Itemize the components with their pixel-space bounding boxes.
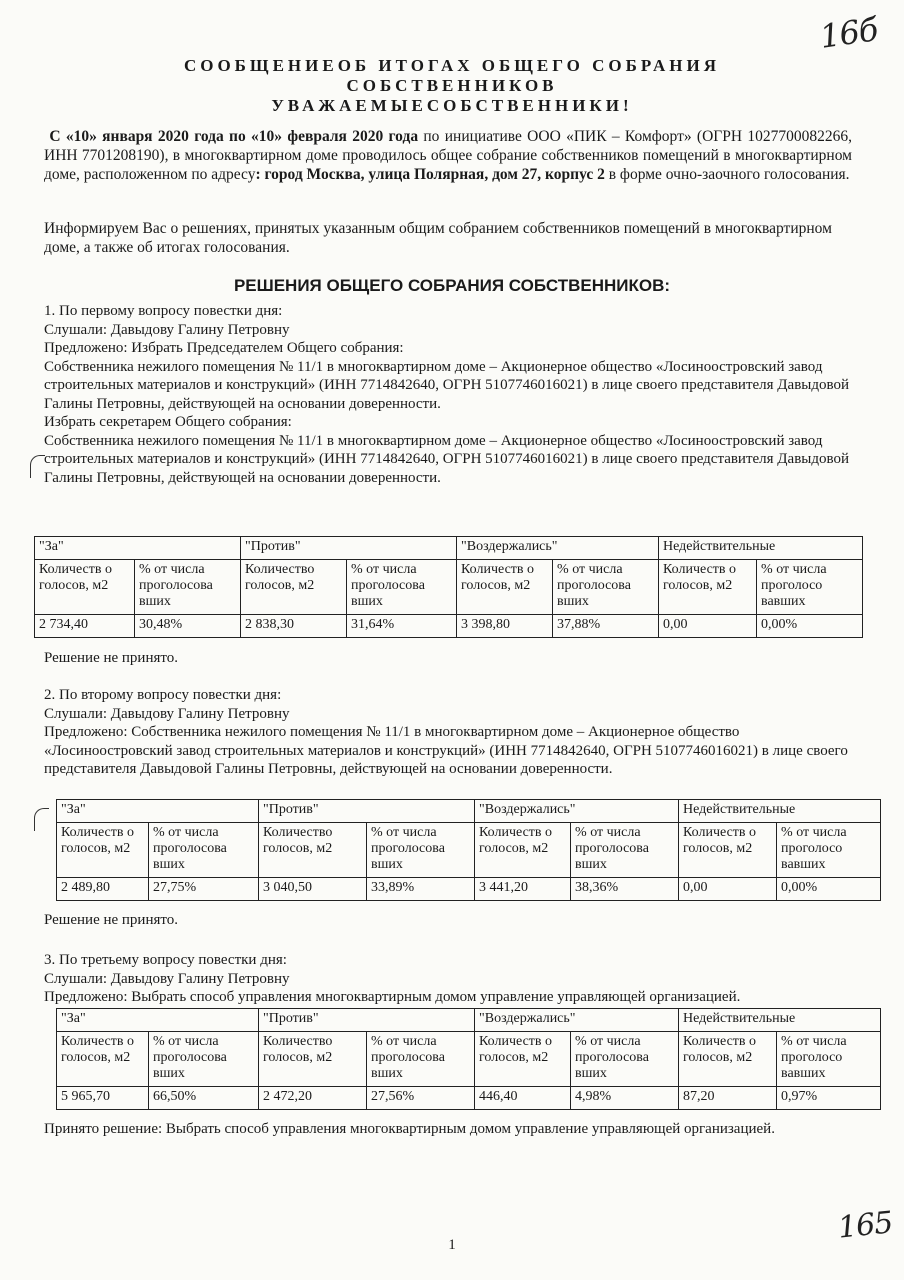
subheader-cell: Количеств о голосов, м2: [679, 1032, 777, 1087]
question-1-text: [44, 302, 852, 487]
value-cell: 27,56%: [367, 1087, 475, 1110]
table-header-row: [35, 537, 863, 560]
header-nedeistvitelnye: Недействительные: [679, 800, 881, 823]
value-cell: 66,50%: [149, 1087, 259, 1110]
subheader-cell: % от числа проголосова вших: [347, 560, 457, 615]
value-cell: 4,98%: [571, 1087, 679, 1110]
question-3-line: Предложено: Выбрать способ управления многоквартирным домом управление управляющей организацией.: [44, 989, 741, 1005]
question-1-line: Слушали: Давыдову Галину Петровну: [44, 321, 290, 338]
header-vozderzhalis: "Воздержались": [475, 1009, 679, 1032]
table-header-row: [57, 800, 881, 823]
subheader-cell: % от числа проголосова вших: [571, 823, 679, 878]
question-1-line: Предложено: Избрать Председателем Общего собрания:: [44, 340, 404, 356]
page-number: 1: [448, 1237, 456, 1253]
value-cell: 30,48%: [135, 615, 241, 638]
value-cell: 2 489,80: [57, 878, 149, 901]
header-vozderzhalis: "Воздержались": [457, 537, 659, 560]
subheader-cell: Количеств о голосов, м2: [659, 560, 757, 615]
subheader-cell: % от числа проголосо вавших: [777, 823, 881, 878]
table-header-row: [57, 1009, 881, 1032]
subheader-cell: % от числа проголосова вших: [149, 1032, 259, 1087]
header-nedeistvitelnye: Недействительные: [659, 537, 863, 560]
subheader-cell: % от числа проголосо вавших: [757, 560, 863, 615]
header-za: "За": [57, 1009, 259, 1032]
meeting-dates: С «10» января 2020 года по «10» февраля 2020 года: [49, 128, 419, 145]
header-protiv: "Против": [259, 800, 475, 823]
header-protiv: "Против": [241, 537, 457, 560]
question-3-votes-table: [56, 1008, 881, 1110]
question-2-line: 2. По второму вопросу повестки дня:: [44, 687, 282, 703]
subheader-cell: Количество голосов, м2: [259, 823, 367, 878]
table-row: [35, 615, 863, 638]
question-1-line: Собственника нежилого помещения № 11/1 в многоквартирном доме – Акционерное общество «Лосиноостровский завод строительных материалов и конструкций» (ИНН 7714842640, ОГРН 5107746016021) в лице своего представителя Давыдовой Галины Петровны, действующей на основании доверенности.: [44, 358, 849, 412]
value-cell: 2 734,40: [35, 615, 135, 638]
question-2-line: Предложено: Собственника нежилого помещения № 11/1 в многоквартирном доме – Акционерное общество «Лосиноостровский завод строительных материалов и конструкций» (ИНН 7714842640, ОГРН 5107746016021) в лице своего представителя Давыдовой Галины Петровны, действующей на основании доверенности.: [44, 724, 848, 777]
subheader-cell: % от числа проголосова вших: [135, 560, 241, 615]
inform-paragraph: Информируем Вас о решениях, принятых указанным общим собранием собственников помещений в многоквартирном доме, а также об итогах голосования.: [44, 220, 832, 256]
handwritten-page-mark-top: 16б: [817, 10, 880, 56]
question-1-result: Решение не принято.: [44, 650, 178, 666]
question-1-votes-table: [34, 536, 863, 638]
question-3-text: [44, 951, 852, 1007]
value-cell: 3 441,20: [475, 878, 571, 901]
question-2-text: [44, 686, 852, 779]
value-cell: 38,36%: [571, 878, 679, 901]
value-cell: 27,75%: [149, 878, 259, 901]
subheader-cell: Количеств о голосов, м2: [57, 1032, 149, 1087]
handwritten-page-mark-bottom: 165: [836, 1205, 894, 1246]
subheader-cell: % от числа проголосова вших: [367, 1032, 475, 1087]
intro-text-part-1: по инициативе ООО «ПИК – Комфорт» (ОГРН 1027700082266, ИНН 7701208190), в многоквартирном доме проводилось общее собрание собственников помещений в многоквартирном доме, расположенном по адресу: [44, 128, 852, 183]
header-za: "За": [57, 800, 259, 823]
question-2-line: Слушали: Давыдову Галину Петровну: [44, 705, 290, 722]
table-subheader-row: [57, 1032, 881, 1087]
value-cell: 0,00%: [777, 878, 881, 901]
table-subheader-row: [57, 823, 881, 878]
table-subheader-row: [35, 560, 863, 615]
intro-paragraph: [44, 127, 852, 184]
decisions-heading: РЕШЕНИЯ ОБЩЕГО СОБРАНИЯ СОБСТВЕННИКОВ:: [233, 276, 671, 295]
question-3-result: Принято решение: Выбрать способ управления многоквартирным домом управление управляющей организацией.: [44, 1121, 775, 1137]
question-1-line: Избрать секретарем Общего собрания:: [44, 414, 292, 430]
subheader-cell: Количеств о голосов, м2: [475, 823, 571, 878]
value-cell: 0,97%: [777, 1087, 881, 1110]
table-row: [57, 1087, 881, 1110]
value-cell: 33,89%: [367, 878, 475, 901]
value-cell: 31,64%: [347, 615, 457, 638]
header-nedeistvitelnye: Недействительные: [679, 1009, 881, 1032]
value-cell: 2 472,20: [259, 1087, 367, 1110]
document-title-line-2: СОБСТВЕННИКОВ: [346, 76, 558, 95]
value-cell: 5 965,70: [57, 1087, 149, 1110]
document-title-line-1: СООБЩЕНИЕОБ ИТОГАХ ОБЩЕГО СОБРАНИЯ: [183, 56, 721, 75]
question-1-line: Собственника нежилого помещения № 11/1 в многоквартирном доме – Акционерное общество «Лосиноостровский завод строительных материалов и конструкций» (ИНН 7714842640, ОГРН 5107746016021) в лице своего представителя Давыдовой Галины Петровны, действующей на основании доверенности.: [44, 432, 849, 486]
subheader-cell: Количеств о голосов, м2: [35, 560, 135, 615]
header-protiv: "Против": [259, 1009, 475, 1032]
handwritten-tick-mark: [34, 808, 49, 831]
question-2-result: Решение не принято.: [44, 912, 178, 928]
subheader-cell: % от числа проголосова вших: [367, 823, 475, 878]
value-cell: 87,20: [679, 1087, 777, 1110]
subheader-cell: Количество голосов, м2: [259, 1032, 367, 1087]
value-cell: 3 040,50: [259, 878, 367, 901]
subheader-cell: % от числа проголосова вших: [149, 823, 259, 878]
intro-text-part-2: в форме очно-заочного голосования.: [604, 166, 850, 183]
subheader-cell: Количеств о голосов, м2: [475, 1032, 571, 1087]
table-row: [57, 878, 881, 901]
header-vozderzhalis: "Воздержались": [475, 800, 679, 823]
header-za: "За": [35, 537, 241, 560]
question-1-line: 1. По первому вопросу повестки дня:: [44, 303, 283, 319]
value-cell: 446,40: [475, 1087, 571, 1110]
value-cell: 2 838,30: [241, 615, 347, 638]
value-cell: 0,00: [679, 878, 777, 901]
value-cell: 0,00: [659, 615, 757, 638]
document-greeting: УВАЖАЕМЫЕСОБСТВЕННИКИ!: [271, 96, 633, 115]
question-3-line: Слушали: Давыдову Галину Петровну: [44, 970, 290, 987]
value-cell: 3 398,80: [457, 615, 553, 638]
value-cell: 0,00%: [757, 615, 863, 638]
subheader-cell: % от числа проголосова вших: [553, 560, 659, 615]
value-cell: 37,88%: [553, 615, 659, 638]
question-3-line: 3. По третьему вопросу повестки дня:: [44, 952, 287, 968]
subheader-cell: Количеств о голосов, м2: [457, 560, 553, 615]
subheader-cell: % от числа проголосова вших: [571, 1032, 679, 1087]
question-2-votes-table: [56, 799, 881, 901]
subheader-cell: Количеств о голосов, м2: [679, 823, 777, 878]
meeting-address: : город Москва, улица Полярная, дом 27, корпус 2: [255, 166, 605, 183]
subheader-cell: Количество голосов, м2: [241, 560, 347, 615]
subheader-cell: Количеств о голосов, м2: [57, 823, 149, 878]
handwritten-tick-mark: [30, 455, 45, 478]
subheader-cell: % от числа проголосо вавших: [777, 1032, 881, 1087]
